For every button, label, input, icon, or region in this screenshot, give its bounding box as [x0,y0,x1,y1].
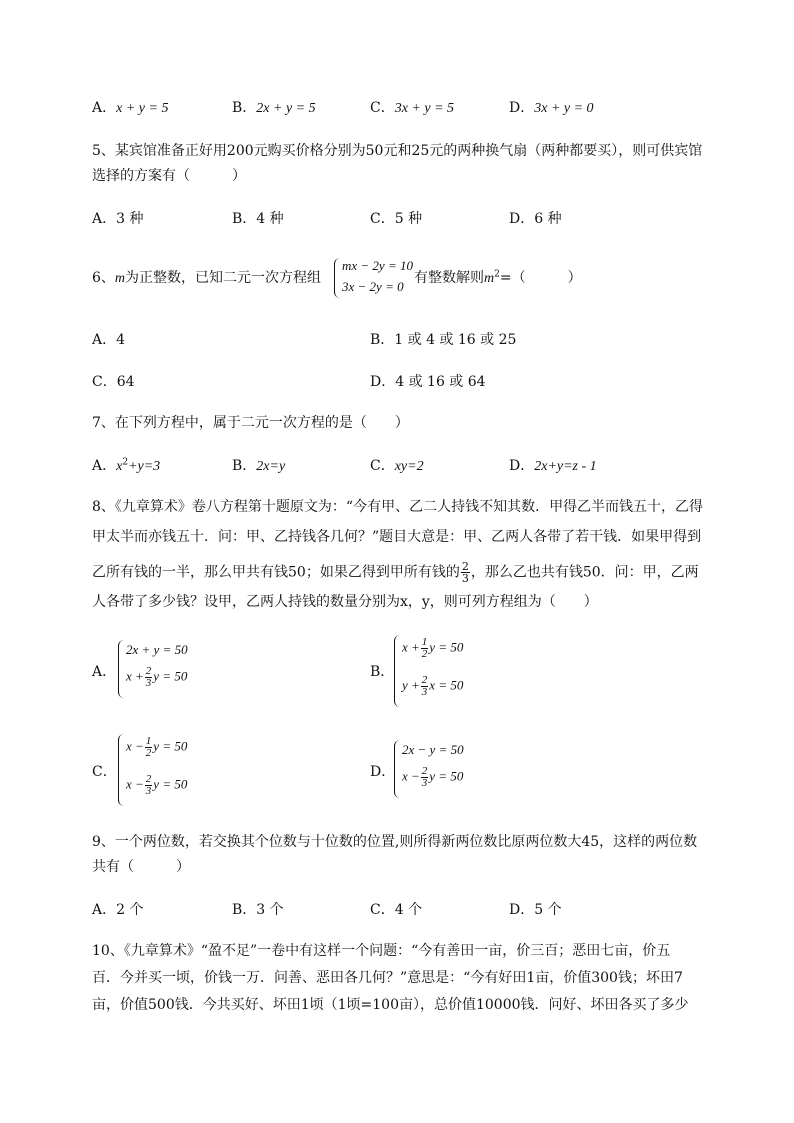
q7-option-b[interactable]: B．2x=y [232,458,286,474]
q5-option-a[interactable]: A．3 种 [92,211,144,227]
q6-eq1: mx − 2y = 10 [342,258,413,273]
q6-stem-tail: 有整数解则$m^2=$（ ） [414,269,582,286]
q8-option-b-system[interactable]: x + $\frac{1}{2}$ y = 50 y + $\frac{2}{3}$ x = 50 [394,635,484,707]
q8-stem-line2: 甲太半而亦钱五十．问：甲、乙持钱各几何？”题目大意是：甲、乙两人各带了若干钱．如果甲得到 [92,529,702,545]
q4-option-d[interactable]: D．3x + y = 0 [509,100,594,116]
brace-icon [118,640,125,698]
q6-equation-system [334,258,414,298]
q7-option-d[interactable]: D．2x+y=z - 1 [509,458,597,474]
q8-option-a-system[interactable]: 2x + y = 50 x + $\frac{2}{3}$ y = 50 [118,640,208,698]
fraction: $\frac{2}{3}$ [421,765,428,789]
fraction: $\frac{2}{3}$ [145,773,152,797]
q9-option-d[interactable]: D．5 个 [509,902,562,918]
q9-option-b[interactable]: B．3 个 [232,902,284,918]
q5-option-d[interactable]: D．6 种 [509,211,562,227]
q4-option-b[interactable]: B．2x + y = 5 [232,100,316,116]
q9-stem-line1: 9、一个两位数，若交换其个位数与十位数的位置,则所得新两位数比原两位数大45，这样的两位数 [92,834,698,850]
q8-option-c-label[interactable]: C． [92,764,117,780]
brace-icon [118,734,125,806]
q6-stem: 6、m为正整数，已知二元一次方程组 [92,270,322,286]
q7-option-c[interactable]: C．xy=2 [370,458,424,474]
fraction: $\frac{1}{2}$ [145,735,152,759]
q8-stem-line1: 8、《九章算术》卷八方程第十题原文为：“今有甲、乙二人持钱不知其数．甲得乙半而钱五十，乙得 [92,499,704,515]
q5-stem-line2: 选择的方案有（ ） [92,168,246,184]
q9-option-c[interactable]: C．4 个 [370,902,423,918]
brace-icon [334,258,341,298]
q10-stem-line2: 百．今并买一顷，价钱一万．问善、恶田各几何？”意思是：“今有好田1亩，价值300钱；坏田7 [92,970,683,986]
q7-option-a[interactable]: A．$x^2+y=3$ [92,457,161,474]
q9-stem-line2: 共有（ ） [92,859,190,875]
q8-option-d-label[interactable]: D． [370,764,396,780]
q6-option-a[interactable]: A．4 [92,332,126,348]
q8-option-b-label[interactable]: B． [370,664,395,680]
q5-option-c[interactable]: C．5 种 [370,211,423,227]
q6-eq2: 3x − 2y = 0 [342,279,404,294]
q8-stem-line4: 人各带了多少钱？设甲，乙两人持钱的数量分别为x，y，则可列方程组为（ ） [92,594,598,610]
q8-option-c-system[interactable]: x − $\frac{1}{2}$ y = 50 x − $\frac{2}{3}$ y = 50 [118,734,208,806]
q7-stem: 7、在下列方程中，属于二元一次方程的是（ ） [92,415,409,431]
q5-stem-line1: 5、某宾馆准备正好用200元购买价格分别为50元和25元的两种换气扇（两种都要买），则可供宾馆 [92,143,703,159]
brace-icon [394,740,401,798]
q4-option-a[interactable]: A．x + y = 5 [92,100,169,116]
fraction: $\frac{2}{3}$ [461,560,469,585]
fraction: $\frac{2}{3}$ [145,665,152,689]
q6-option-c[interactable]: C．64 [92,374,135,390]
fraction: $\frac{1}{2}$ [421,636,428,660]
q10-stem-line1: 10、《九章算术》“盈不足”一卷中有这样一个问题：“今有善田一亩，价三百；恶田七亩，价五 [92,943,671,959]
q6-option-d[interactable]: D．4 或 16 或 64 [370,374,486,390]
brace-icon [394,635,401,707]
q5-option-b[interactable]: B．4 种 [232,211,284,227]
q10-stem-line3: 亩，价值500钱．今共买好、坏田1顷（1顷=100亩），总价值10000钱．问好、坏田各买了多少 [92,997,689,1013]
fraction: $\frac{2}{3}$ [421,674,428,698]
q4-option-c[interactable]: C．3x + y = 5 [370,100,455,116]
q8-option-d-system[interactable]: 2x − y = 50 x − $\frac{2}{3}$ y = 50 [394,740,484,798]
q8-stem-line3: 乙所有钱的一半，那么甲共有钱50；如果乙得到甲所有钱的 $\frac{2}{3}$ ，那么乙也共有钱50．问：甲，乙两 [92,560,699,585]
q9-option-a[interactable]: A．2 个 [92,902,144,918]
q6-option-b[interactable]: B．1 或 4 或 16 或 25 [370,332,517,348]
q8-option-a-label[interactable]: A． [92,664,117,680]
